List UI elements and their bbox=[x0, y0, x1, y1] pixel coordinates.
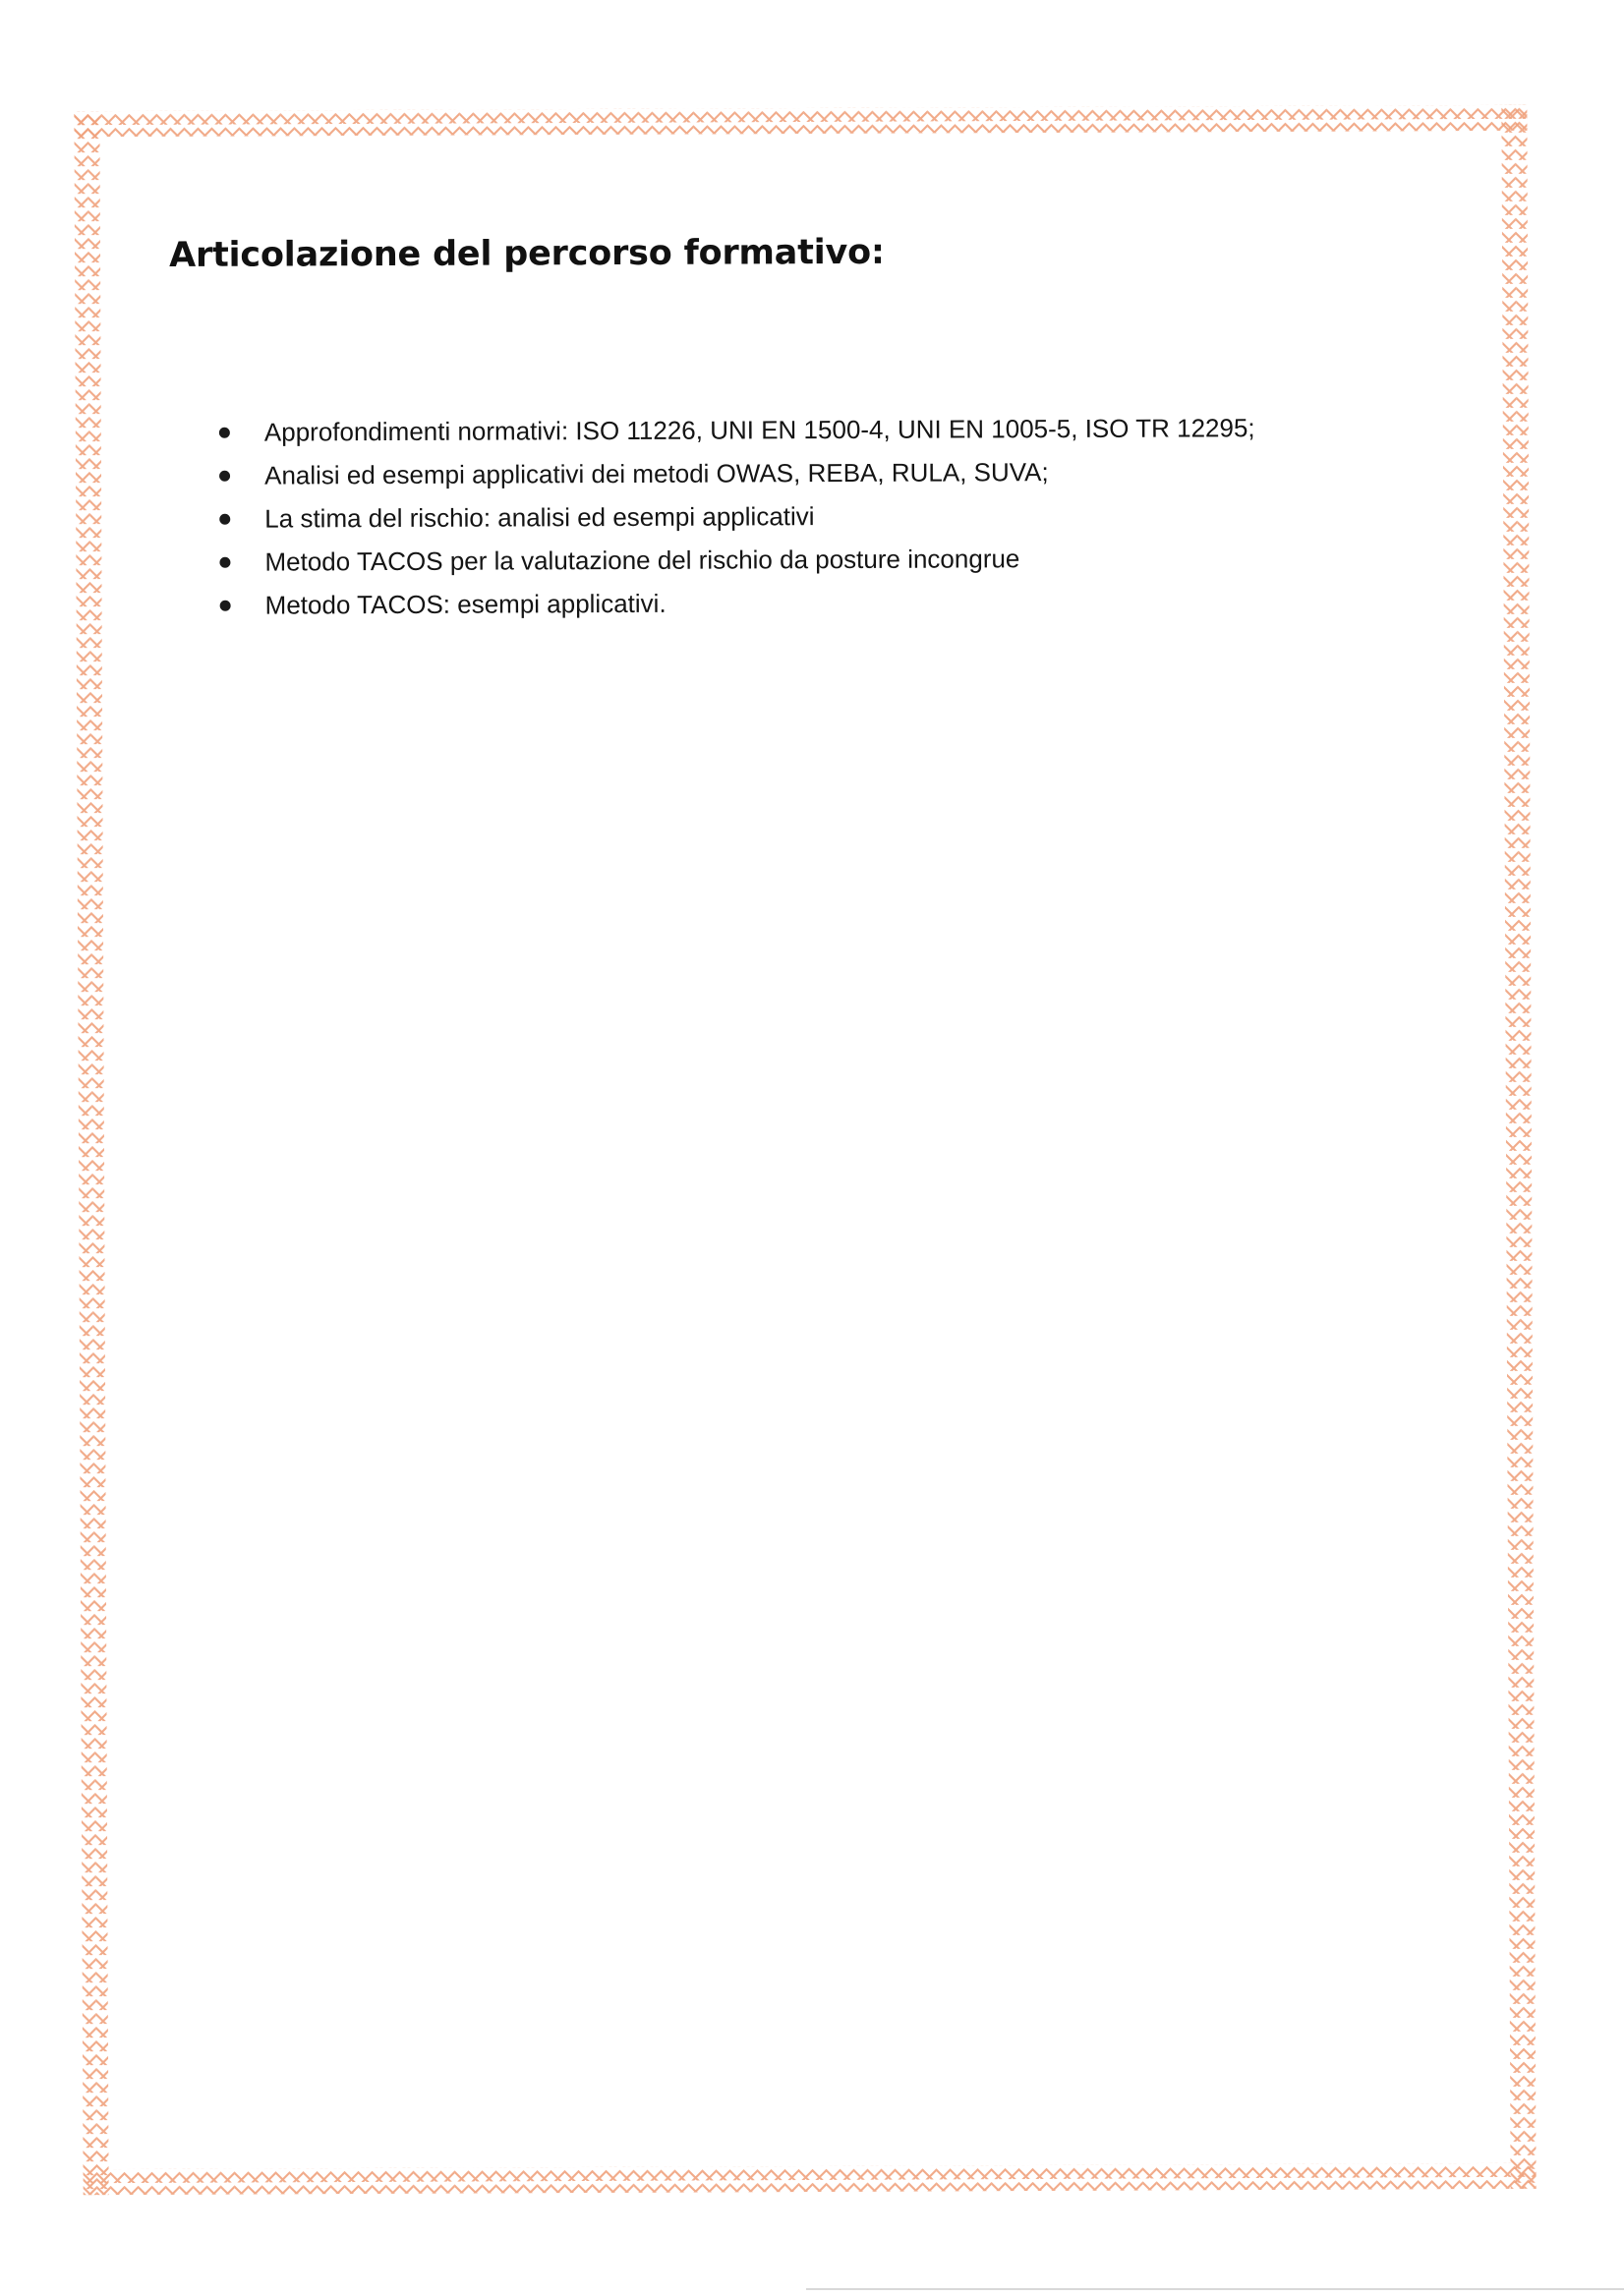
bullet-icon bbox=[219, 557, 230, 568]
border-top bbox=[74, 105, 1527, 137]
border-left bbox=[74, 111, 108, 2195]
bullet-icon bbox=[220, 601, 231, 611]
list-item bbox=[170, 406, 1389, 454]
border-right bbox=[1501, 105, 1536, 2189]
list-item-text: La stima del rischio: analisi ed esempi applicativi bbox=[264, 501, 815, 534]
list-item-text: Approfondimenti normativi: ISO 11226, UNI EN 1500-4, UNI EN 1005-5, ISO TR 12295; bbox=[263, 413, 1255, 447]
list-item bbox=[170, 449, 1389, 497]
page-content bbox=[169, 231, 1390, 627]
scan-edge-line bbox=[806, 2288, 1624, 2290]
list-item bbox=[170, 492, 1389, 541]
border-bottom bbox=[84, 2163, 1537, 2195]
bullet-icon bbox=[219, 514, 230, 525]
topic-list bbox=[170, 406, 1390, 627]
bullet-icon bbox=[219, 428, 230, 438]
section-heading: Articolazione del percorso formativo: bbox=[169, 232, 885, 275]
list-item bbox=[171, 579, 1390, 627]
bullet-icon bbox=[219, 471, 230, 482]
list-item bbox=[170, 536, 1389, 584]
list-item-text: Metodo TACOS per la valutazione del rischio da posture incongrue bbox=[264, 544, 1020, 577]
list-item-text: Analisi ed esempi applicativi dei metodi OWAS, REBA, RULA, SUVA; bbox=[263, 457, 1049, 490]
list-item-text: Metodo TACOS: esempi applicativi. bbox=[264, 588, 667, 620]
